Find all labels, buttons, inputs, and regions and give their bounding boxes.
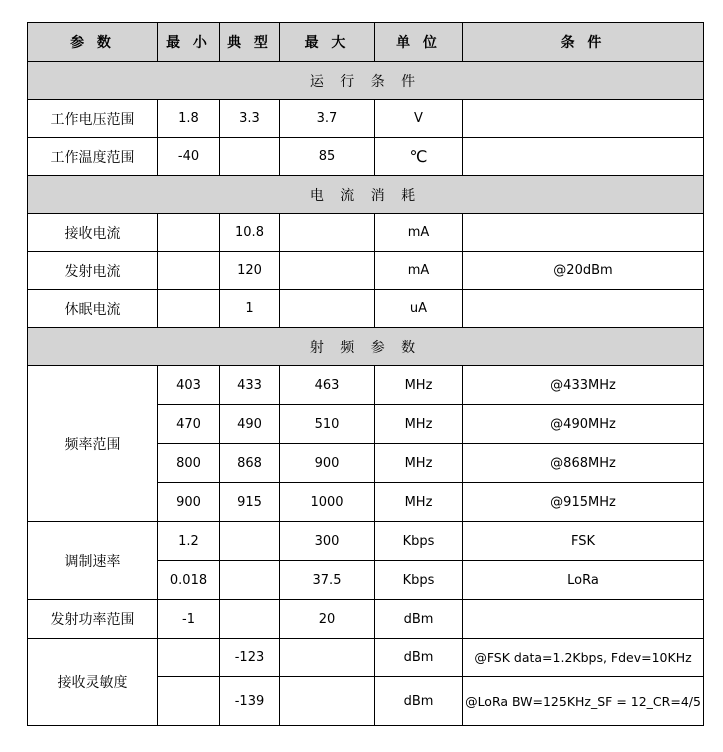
min-cell: 403 — [158, 366, 220, 405]
unit-cell: MHz — [375, 444, 463, 483]
table-row — [28, 639, 704, 677]
max-cell: 20 — [280, 600, 375, 639]
typ-cell: 433 — [220, 366, 280, 405]
unit-cell: MHz — [375, 405, 463, 444]
param-cell: 接收电流 — [28, 214, 158, 252]
min-cell — [158, 290, 220, 328]
cond-cell — [463, 100, 704, 138]
max-cell: 3.7 — [280, 100, 375, 138]
unit-cell: MHz — [375, 483, 463, 522]
param-cell: 工作电压范围 — [28, 100, 158, 138]
typ-cell: 10.8 — [220, 214, 280, 252]
param-cell: 发射电流 — [28, 252, 158, 290]
cond-cell: FSK — [463, 522, 704, 561]
param-cell: 接收灵敏度 — [28, 639, 158, 726]
typ-cell — [220, 138, 280, 176]
cond-cell: @915MHz — [463, 483, 704, 522]
typ-cell: 1 — [220, 290, 280, 328]
param-cell: 休眠电流 — [28, 290, 158, 328]
unit-cell: dBm — [375, 677, 463, 726]
typ-cell: -139 — [220, 677, 280, 726]
min-cell: 1.2 — [158, 522, 220, 561]
cond-cell — [463, 290, 704, 328]
section-current — [28, 176, 704, 214]
min-cell: -1 — [158, 600, 220, 639]
param-cell: 调制速率 — [28, 522, 158, 600]
max-cell: 510 — [280, 405, 375, 444]
cond-cell: @FSK data=1.2Kbps, Fdev=10KHz — [463, 639, 704, 677]
header-param: 参 数 — [28, 23, 158, 62]
max-cell: 37.5 — [280, 561, 375, 600]
typ-cell — [220, 600, 280, 639]
max-cell — [280, 252, 375, 290]
unit-cell: mA — [375, 252, 463, 290]
param-cell: 发射功率范围 — [28, 600, 158, 639]
header-min: 最 小 — [158, 23, 220, 62]
cond-cell: @20dBm — [463, 252, 704, 290]
min-cell: 800 — [158, 444, 220, 483]
table-row — [28, 214, 704, 252]
typ-cell: 868 — [220, 444, 280, 483]
header-unit: 单 位 — [375, 23, 463, 62]
typ-cell — [220, 522, 280, 561]
section-title: 运 行 条 件 — [28, 62, 704, 100]
min-cell: 0.018 — [158, 561, 220, 600]
unit-cell: Kbps — [375, 561, 463, 600]
header-cond: 条 件 — [463, 23, 704, 62]
table-row — [28, 600, 704, 639]
max-cell: 463 — [280, 366, 375, 405]
param-cell: 工作温度范围 — [28, 138, 158, 176]
max-cell: 900 — [280, 444, 375, 483]
section-rf — [28, 328, 704, 366]
cond-cell — [463, 214, 704, 252]
min-cell: 900 — [158, 483, 220, 522]
min-cell — [158, 252, 220, 290]
section-operating — [28, 62, 704, 100]
max-cell: 85 — [280, 138, 375, 176]
typ-cell: -123 — [220, 639, 280, 677]
cond-cell: @868MHz — [463, 444, 704, 483]
spec-table — [27, 22, 704, 726]
min-cell — [158, 677, 220, 726]
max-cell — [280, 214, 375, 252]
unit-cell: ℃ — [375, 138, 463, 176]
min-cell — [158, 214, 220, 252]
typ-cell: 490 — [220, 405, 280, 444]
max-cell — [280, 639, 375, 677]
typ-cell: 3.3 — [220, 100, 280, 138]
table-row — [28, 138, 704, 176]
section-title: 射 频 参 数 — [28, 328, 704, 366]
unit-cell: Kbps — [375, 522, 463, 561]
max-cell — [280, 290, 375, 328]
cond-cell: LoRa — [463, 561, 704, 600]
cond-cell: @490MHz — [463, 405, 704, 444]
min-cell: -40 — [158, 138, 220, 176]
max-cell: 300 — [280, 522, 375, 561]
max-cell: 1000 — [280, 483, 375, 522]
min-cell — [158, 639, 220, 677]
cond-cell — [463, 138, 704, 176]
max-cell — [280, 677, 375, 726]
header-row — [28, 23, 704, 62]
typ-cell: 120 — [220, 252, 280, 290]
unit-cell: V — [375, 100, 463, 138]
header-max: 最 大 — [280, 23, 375, 62]
table-row — [28, 522, 704, 561]
unit-cell: dBm — [375, 600, 463, 639]
cond-cell: @LoRa BW=125KHz_SF = 12_CR=4/5 — [463, 677, 704, 726]
cond-cell: @433MHz — [463, 366, 704, 405]
typ-cell — [220, 561, 280, 600]
unit-cell: MHz — [375, 366, 463, 405]
table-row — [28, 252, 704, 290]
unit-cell: uA — [375, 290, 463, 328]
table-row — [28, 366, 704, 405]
section-title: 电 流 消 耗 — [28, 176, 704, 214]
table-row — [28, 100, 704, 138]
cond-cell — [463, 600, 704, 639]
typ-cell: 915 — [220, 483, 280, 522]
unit-cell: dBm — [375, 639, 463, 677]
param-cell: 频率范围 — [28, 366, 158, 522]
header-typ: 典 型 — [220, 23, 280, 62]
unit-cell: mA — [375, 214, 463, 252]
min-cell: 470 — [158, 405, 220, 444]
table-row — [28, 290, 704, 328]
min-cell: 1.8 — [158, 100, 220, 138]
